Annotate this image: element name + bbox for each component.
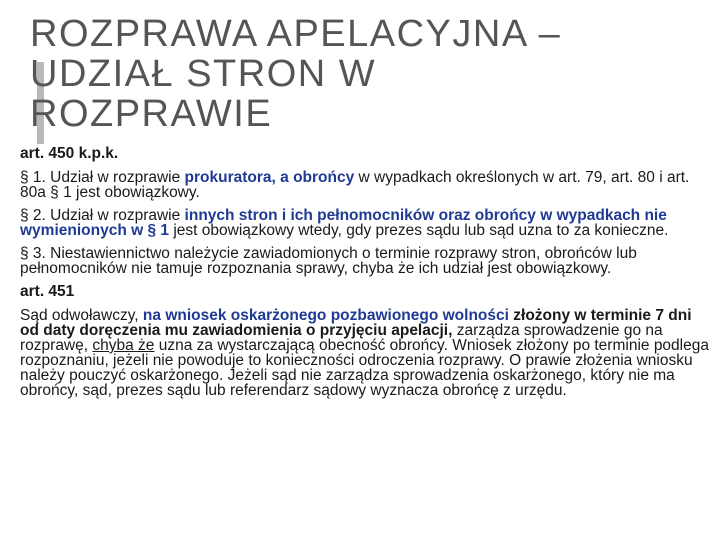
title-line-3: ROZPRAWIE <box>30 93 273 135</box>
title-line-2: UDZIAŁ STRON W <box>30 53 377 95</box>
art-450-par-3: § 3. Niestawiennictwo należycie zawiadomionych o terminie rozprawy stron, obrońców lub pełnomocników nie tamuje rozpoznania sprawy, chyba że ich udział jest obowiązkowy. <box>20 245 637 277</box>
art-450-heading: art. 450 k.p.k. <box>20 145 119 162</box>
art-451-underlined: chyba że <box>92 337 155 354</box>
art-451-highlight: na wniosek oskarżonego pozbawionego wolności <box>142 307 509 324</box>
par-1-text-c: w wypadkach określonych w art. 79, art. 80 i art. 80a § 1 jest obowiązkowy. <box>20 169 690 201</box>
art-451-bold: złożony w terminie 7 dni od daty doręczenia mu zawiadomienia o przyjęciu apelacji, <box>20 307 692 339</box>
slide-body <box>20 146 712 406</box>
art-451-heading: art. 451 <box>20 283 75 300</box>
par-1-text-a: § 1. Udział w rozprawie <box>20 169 185 186</box>
art-451-text-a: Sąd odwoławczy, <box>20 307 143 324</box>
art-451-text <box>20 308 712 398</box>
art-450-par-2 <box>20 208 712 238</box>
art-451-text-d: zarządza sprowadzenie go na rozprawę, <box>20 322 663 354</box>
par-2-text-a: § 2. Udział w rozprawie <box>20 207 185 224</box>
art-450-par-1 <box>20 170 712 200</box>
par-2-highlight: innych stron i ich pełnomocników oraz obrońcy w wypadkach nie wymienionych w § 1 <box>20 207 667 239</box>
art-451-text-f: uzna za wystarczającą obecność obrońcy. Wniosek złożony po terminie podlega rozpoznaniu, jeżeli nie powoduje to konieczności odroczenia rozprawy. O prawie złożenia wniosku należy pouczyć oskarżonego. Jeżeli sąd nie zarządza sprowadzenia oskarżonego, który nie ma obrońcy, sąd, prezes sądu lub referendarz sądowy wyznacza obrońcę z urzędu. <box>20 337 709 399</box>
slide-title <box>30 14 710 134</box>
par-1-highlight: prokuratora, a obrońcy <box>184 169 355 186</box>
par-2-text-c: jest obowiązkowy wtedy, gdy prezes sądu lub sąd uzna to za konieczne. <box>169 222 669 239</box>
title-line-1: ROZPRAWA APELACYJNA – <box>30 13 562 55</box>
